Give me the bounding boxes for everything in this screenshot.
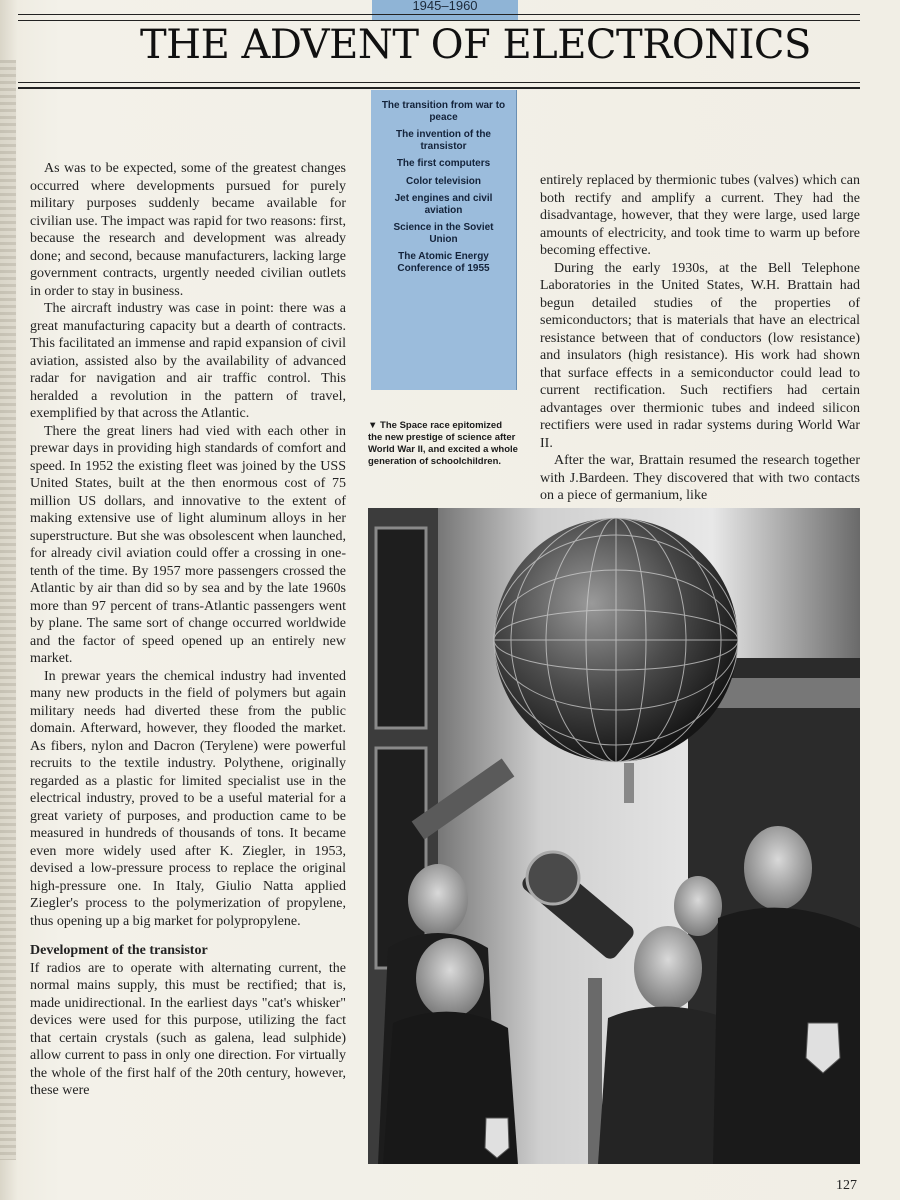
contents-item: The Atomic Energy Conference of 1955 [397, 251, 490, 274]
top-rule-thin [18, 20, 860, 21]
body-paragraph: There the great liners had vied with each other in prewar days in providing high standards of comfort and speed. In 1952 the existing fleet was joined by the USS United States, built at the then enormous cost of 75 million US dollars, and innovative to the extent of making extensive use of light aluminum alloys in her superstructure. But she was obsolescent when launched, for already civil aviation could offer a crossing in one-tenth of the time. By 1957 more passengers crossed the Atlantic by air than did so by sea and by the late 1960s more than 97 percent of trans-Atlantic passengers went by plane. The same sort of change occurred worldwide and the factor of speed opened up an entirely new market. [30, 423, 346, 666]
photo-telescope-lens [527, 852, 579, 904]
page-title: THE ADVENT OF ELECTRONICS [140, 22, 811, 68]
caption-text: The Space race epitomized the new prestige of science after World War II, and excited a whole generation of schoolchildren. [368, 420, 518, 467]
section-subheading: Development of the transistor [30, 943, 208, 958]
contents-item: The invention of the transistor [396, 129, 491, 152]
photo-door-panel [376, 748, 426, 968]
chapter-contents-box [371, 90, 517, 390]
contents-item: Color television [405, 175, 481, 187]
body-paragraph: The aircraft industry was case in point: there was a great manufacturing capacity but a dearth of contracts. This facilitated an immense and rapid expansion of civil aviation, assisted also by the availability of advanced radar for navigation and air traffic control. This heralded a revolution in the pattern of travel, exemplified by that across the Atlantic. [30, 301, 346, 421]
body-paragraph: entirely replaced by thermionic tubes (valves) which can both rectify and amplify a current. They had the disadvantage, however, that they were large, used large amounts of electricity, and took time to warm up before becoming effective. [540, 173, 860, 258]
page-number: 127 [836, 1178, 857, 1193]
text-column-right [540, 172, 860, 505]
title-rule-thin [18, 82, 860, 83]
body-paragraph: In prewar years the chemical industry had invented many new products in the field of polymers but again military needs had diverted these from the public domain. Afterward, however, they flooded the market. As fibers, nylon and Dacron (Terylene) were powerful recruits to the textile industry. Polythene, originally regarded as a plastic for limited specialist use in the electrical industry, proved to be a useful material for a great variety of purposes, and production came to be measured in hundreds of thousands of tons. It became even more widely used after K. Ziegler, in 1953, devised a low-pressure process to replace the original high-pressure one. In Italy, Giulio Natta applied Ziegler's process to the polymerization of propylene, thus opening up a big market for polypropylene. [30, 668, 346, 929]
title-rule-thick [18, 87, 860, 89]
photo-illustration [368, 508, 860, 1164]
contents-item: Jet engines and civil aviation [394, 193, 493, 216]
contents-item: Science in the Soviet Union [393, 222, 494, 245]
text-column-left [30, 160, 346, 1100]
caption-down-triangle-icon: ▼ [368, 420, 378, 431]
contents-item: The transition from war to peace [381, 100, 506, 123]
photo-tripod [588, 978, 602, 1164]
contents-item: The first computers [396, 158, 491, 169]
photo-schoolchildren-globe-icon [368, 508, 860, 1164]
body-paragraph: As was to be expected, some of the greatest changes occurred where developments pursued for purely military purposes suddenly became available for civilian use. The impact was rapid for two reasons: first, because the research and development was already done; and second, because manufacturers, lacking large government contracts, urgently needed civilian outlets in order to stay in business. [30, 161, 346, 299]
era-tab: 1945–1960 [372, 0, 518, 20]
photo-door-panel [376, 528, 426, 728]
body-paragraph: If radios are to operate with alternating current, the normal mains supply, this must be rectified; that is, made unidirectional. In the earliest days "cat's whisker" devices were used for this purpose, utilizing the fact that certain crystals (such as galena, lead sulphide) allow current to pass in only one direction. For virtually the whole of the first half of the 20th century, however, these were [30, 960, 346, 1098]
top-rule [18, 14, 860, 15]
photo-globe-stand [624, 763, 634, 803]
photo-caption [368, 420, 518, 468]
body-paragraph: During the early 1930s, at the Bell Telephone Laboratories in the United States, W.H. Brattain had begun detailed studies of the properties of semiconductors; that is materials that have an electrical resistance between that of conductors (low resistance) and insulators (high resistance). His work had shown that surface effects in a semiconductor could lead to current rectification. Such rectifiers had certain advantages over thermionic tubes and indeed silicon rectifiers were used in radar systems during World War II. [540, 260, 860, 451]
body-paragraph: After the war, Brattain resumed the research together with J.Bardeen. They discovered that with two contacts on a piece of germanium, like [540, 453, 860, 503]
facing-page-edge [0, 60, 16, 1160]
